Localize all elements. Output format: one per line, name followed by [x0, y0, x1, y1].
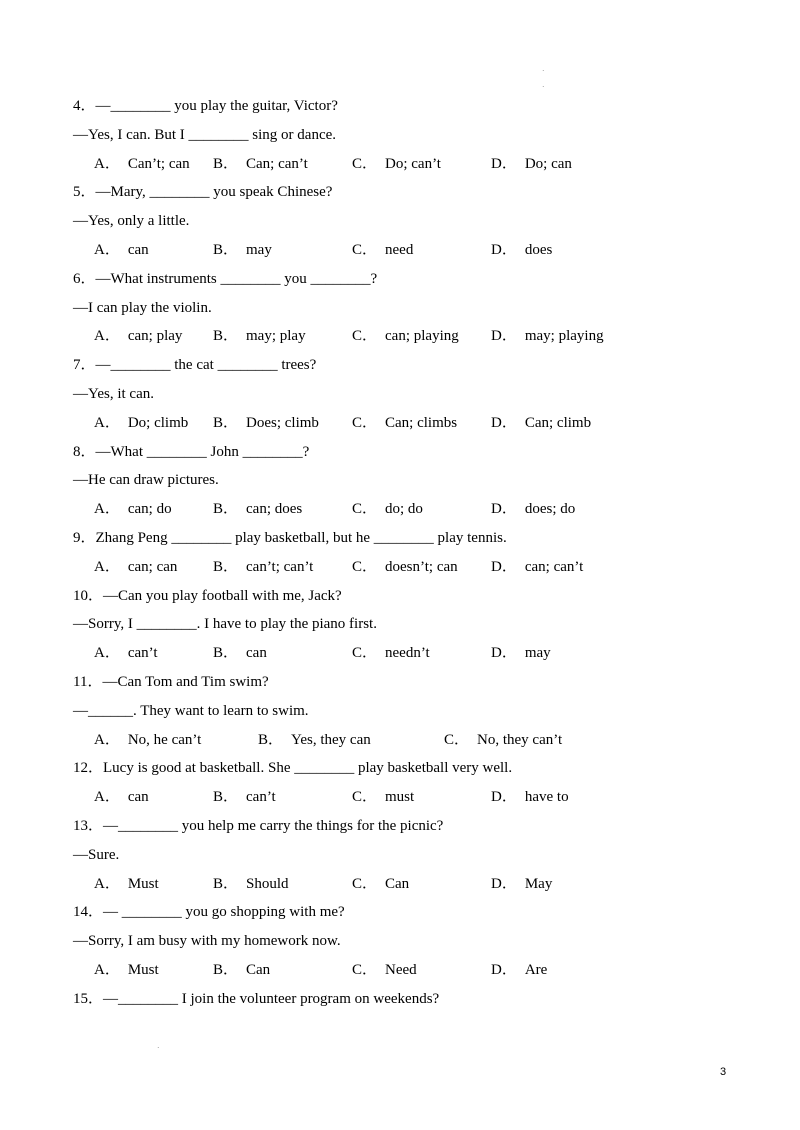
answer-option[interactable]	[94, 874, 159, 894]
option-text: do; do	[385, 501, 423, 518]
option-letter: C．	[352, 242, 378, 258]
question-text: —Sorry, I ________. I have to play the piano first.	[73, 616, 377, 633]
option-text: Can	[385, 875, 410, 892]
answer-option[interactable]	[491, 960, 547, 980]
question-reply	[73, 470, 219, 490]
option-letter: D．	[491, 242, 517, 258]
option-letter: A．	[94, 558, 120, 575]
option-letter: B．	[213, 414, 239, 431]
option-text: No, they can’t	[477, 731, 563, 748]
option-text: may; playing	[524, 328, 604, 345]
option-text: Should	[246, 875, 289, 892]
answer-option[interactable]	[352, 874, 409, 894]
question-text: — ________ you go shopping with me?	[103, 904, 345, 921]
answer-option[interactable]	[352, 413, 457, 433]
option-letter: C．	[352, 558, 378, 575]
option-text: Does; climb	[246, 414, 319, 431]
answer-option[interactable]	[352, 557, 458, 577]
answer-option[interactable]	[94, 730, 201, 750]
answer-options	[94, 240, 774, 260]
answer-option[interactable]	[213, 154, 308, 174]
question-stem	[73, 182, 332, 202]
answer-options	[94, 960, 774, 980]
answer-option[interactable]	[444, 730, 562, 750]
option-text: can	[246, 645, 267, 662]
question-stem	[73, 758, 512, 778]
option-text: Can; climb	[524, 414, 592, 431]
question-text: —I can play the violin.	[73, 299, 212, 316]
option-letter: D．	[491, 155, 517, 172]
answer-options	[94, 326, 774, 346]
answer-option[interactable]	[94, 960, 159, 980]
option-text: may	[524, 645, 551, 662]
option-letter: C．	[352, 414, 378, 431]
question-text: —________ you play the guitar, Victor?	[95, 98, 338, 114]
option-letter: A．	[94, 875, 120, 892]
answer-option[interactable]	[213, 874, 289, 894]
option-text: Can; climbs	[385, 414, 458, 431]
question-text: —________ I join the volunteer program on weekends?	[103, 990, 440, 1007]
question-text: —Yes, only a little.	[73, 213, 190, 230]
question-number: 10．	[73, 587, 104, 604]
option-text: can; play	[127, 328, 183, 345]
question-text: Lucy is good at basketball. She ________ play basketball very well.	[103, 760, 513, 777]
question-stem	[73, 816, 443, 836]
question-reply	[73, 211, 189, 231]
option-letter: D．	[491, 962, 517, 978]
question-reply	[73, 701, 309, 721]
option-letter: A．	[94, 501, 120, 518]
answer-options	[94, 413, 774, 433]
answer-option[interactable]	[213, 960, 270, 980]
question-stem	[73, 528, 507, 548]
option-letter: B．	[213, 645, 239, 662]
question-stem	[73, 269, 377, 289]
answer-options	[94, 154, 774, 174]
option-text: Do; can’t	[385, 155, 441, 172]
option-text: can; do	[127, 501, 172, 518]
question-stem	[73, 442, 309, 462]
question-text: —Yes, I can. But I ________ sing or dance.	[73, 126, 337, 143]
option-letter: A．	[94, 645, 120, 662]
option-letter: A．	[94, 789, 120, 806]
option-text: can’t	[246, 789, 276, 806]
option-text: may; play	[246, 328, 306, 345]
question-stem	[73, 96, 338, 116]
option-letter: A．	[94, 242, 120, 258]
answer-option[interactable]	[94, 326, 182, 346]
speck-mark: ˙	[542, 69, 545, 77]
option-letter: C．	[352, 789, 378, 806]
question-number: 13．	[73, 818, 104, 834]
question-text: —Can you play football with me, Jack?	[103, 587, 342, 604]
option-letter: B．	[213, 242, 239, 258]
option-letter: B．	[213, 155, 239, 172]
answer-options	[94, 557, 774, 577]
option-letter: A．	[94, 962, 120, 978]
answer-option[interactable]	[213, 787, 276, 807]
option-text: may	[246, 242, 272, 258]
question-text: —Sure.	[73, 846, 120, 863]
option-text: can; does	[246, 501, 303, 518]
speck-mark: ˙	[157, 1046, 160, 1054]
question-number: 6．	[73, 270, 96, 287]
answer-option[interactable]	[352, 326, 459, 346]
option-text: need	[385, 242, 414, 258]
question-text: —What ________ John ________?	[95, 443, 310, 460]
answer-options	[94, 874, 774, 894]
option-text: does	[524, 242, 553, 258]
question-text: —Sorry, I am busy with my homework now.	[73, 933, 341, 950]
question-stem	[73, 989, 439, 1009]
option-text: can; can’t	[524, 558, 584, 575]
question-number: 9．	[73, 530, 96, 546]
answer-option[interactable]	[213, 326, 306, 346]
option-text: must	[385, 789, 415, 806]
option-letter: B．	[213, 789, 239, 806]
option-text: does; do	[524, 501, 576, 518]
option-text: needn’t	[385, 645, 430, 662]
question-stem	[73, 586, 342, 606]
option-letter: D．	[491, 645, 517, 662]
answer-option[interactable]	[352, 240, 413, 260]
answer-option[interactable]	[258, 730, 371, 750]
option-letter: B．	[213, 875, 239, 892]
question-text: —______. They want to learn to swim.	[73, 702, 309, 719]
option-letter: B．	[213, 501, 239, 518]
answer-option[interactable]	[491, 874, 552, 894]
question-text: Zhang Peng ________ play basketball, but he ________ play tennis.	[95, 530, 507, 546]
option-letter: A．	[94, 414, 120, 431]
question-stem	[73, 902, 345, 922]
answer-option[interactable]	[352, 960, 417, 980]
option-text: can’t	[127, 645, 158, 662]
option-text: Can	[246, 962, 271, 978]
option-letter: B．	[213, 558, 239, 575]
question-reply	[73, 845, 119, 865]
option-text: Need	[385, 962, 417, 978]
option-text: Must	[127, 875, 159, 892]
question-reply	[73, 384, 154, 404]
option-letter: D．	[491, 875, 517, 892]
option-letter: D．	[491, 414, 517, 431]
option-letter: C．	[352, 962, 378, 978]
option-letter: C．	[444, 731, 470, 748]
question-text: —He can draw pictures.	[73, 472, 219, 489]
question-reply	[73, 614, 377, 634]
option-text: May	[524, 875, 553, 892]
option-letter: B．	[213, 962, 239, 978]
answer-option[interactable]	[94, 413, 188, 433]
option-letter: C．	[352, 875, 378, 892]
question-number: 11．	[73, 674, 103, 690]
question-stem	[73, 355, 316, 375]
question-number: 4．	[73, 98, 96, 114]
option-letter: D．	[491, 789, 517, 806]
answer-option[interactable]	[491, 787, 569, 807]
option-text: doesn’t; can	[385, 558, 458, 575]
answer-options	[94, 499, 774, 519]
answer-option[interactable]	[352, 154, 441, 174]
option-text: Are	[524, 962, 548, 978]
option-letter: D．	[491, 328, 517, 345]
answer-option[interactable]	[352, 787, 414, 807]
question-text: —Yes, it can.	[73, 386, 154, 402]
question-number: 7．	[73, 357, 96, 374]
answer-option[interactable]	[491, 643, 551, 663]
question-reply	[73, 298, 212, 318]
option-letter: C．	[352, 645, 378, 662]
answer-option[interactable]	[94, 154, 190, 174]
question-text: —Can Tom and Tim swim?	[102, 674, 269, 690]
option-text: Do; can	[524, 155, 572, 172]
option-text: No, he can’t	[127, 731, 202, 748]
option-letter: A．	[94, 328, 120, 345]
option-text: can; playing	[385, 328, 459, 345]
question-reply	[73, 931, 341, 951]
option-text: Do; climb	[127, 414, 189, 431]
question-stem	[73, 672, 269, 692]
answer-options	[94, 643, 774, 663]
question-text: —Mary, ________ you speak Chinese?	[95, 184, 333, 201]
answer-option[interactable]	[94, 240, 149, 260]
option-text: can	[127, 789, 149, 806]
answer-option[interactable]	[491, 240, 552, 260]
option-text: have to	[524, 789, 569, 806]
option-text: can’t; can’t	[246, 558, 314, 575]
option-letter: A．	[94, 155, 120, 172]
answer-option[interactable]	[491, 413, 591, 433]
answer-option[interactable]	[491, 326, 604, 346]
option-letter: D．	[491, 558, 517, 575]
page-number: 3	[720, 1066, 727, 1078]
option-letter: A．	[94, 731, 120, 748]
option-text: Must	[127, 962, 159, 978]
answer-option[interactable]	[491, 154, 572, 174]
answer-option[interactable]	[94, 643, 158, 663]
option-letter: B．	[258, 731, 284, 748]
question-text: —________ you help me carry the things for the picnic?	[103, 818, 444, 834]
option-letter: B．	[213, 328, 239, 345]
answer-option[interactable]	[491, 557, 583, 577]
answer-option[interactable]	[213, 413, 319, 433]
question-number: 5．	[73, 184, 96, 201]
answer-option[interactable]	[491, 499, 575, 519]
question-number: 8．	[73, 443, 96, 460]
answer-option[interactable]	[213, 240, 272, 260]
option-text: can; can	[127, 558, 178, 575]
answer-option[interactable]	[352, 499, 423, 519]
answer-options	[94, 730, 774, 750]
option-letter: D．	[491, 501, 517, 518]
speck-mark: ˙	[542, 85, 545, 93]
option-letter: C．	[352, 155, 378, 172]
option-text: can	[127, 242, 149, 258]
answer-option[interactable]	[352, 643, 430, 663]
answer-option[interactable]	[94, 499, 172, 519]
question-text: —________ the cat ________ trees?	[95, 357, 317, 374]
option-letter: C．	[352, 328, 378, 345]
answer-option[interactable]	[213, 643, 267, 663]
answer-option[interactable]	[94, 787, 149, 807]
option-text: Yes, they can	[291, 731, 371, 748]
question-number: 12．	[73, 760, 104, 777]
question-number: 15．	[73, 990, 104, 1007]
question-reply	[73, 125, 336, 145]
answer-option[interactable]	[213, 499, 302, 519]
option-letter: C．	[352, 501, 378, 518]
answer-option[interactable]	[213, 557, 313, 577]
question-text: —What instruments ________ you ________?	[95, 270, 378, 287]
question-number: 14．	[73, 904, 104, 921]
answer-options	[94, 787, 774, 807]
answer-option[interactable]	[94, 557, 177, 577]
option-text: Can; can’t	[246, 155, 308, 172]
option-text: Can’t; can	[127, 155, 190, 172]
